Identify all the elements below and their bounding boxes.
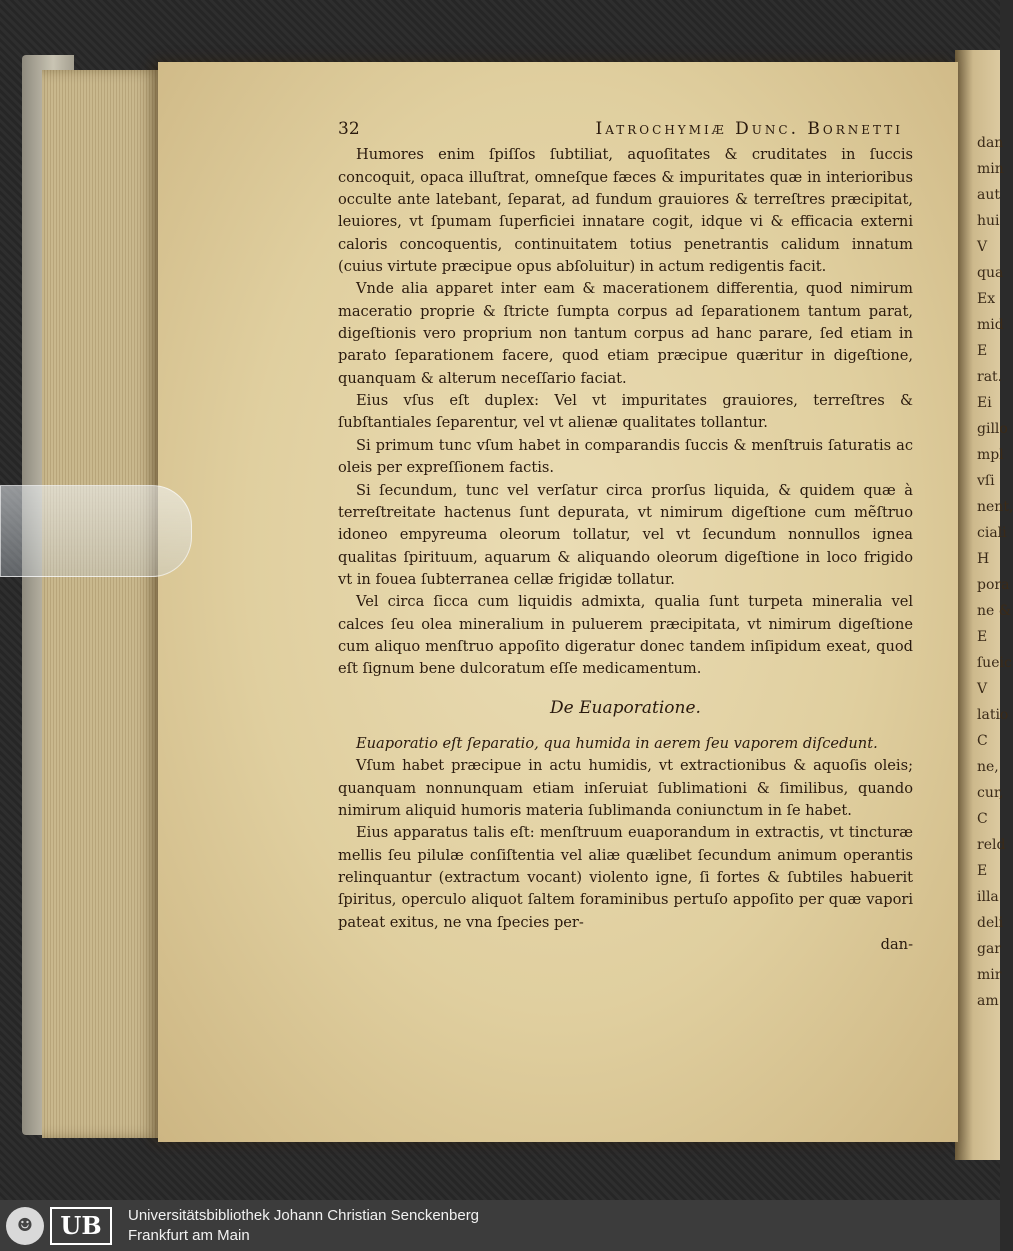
facing-page-fragment: ne, [977,759,999,775]
facing-page-fragment: E [977,629,988,645]
ub-logo: UB [50,1207,112,1245]
portrait-seal-icon: ☻ [6,1207,44,1245]
institution-name [128,1206,479,1246]
institution-line-1: Universitätsbibliothek Johann Christian Senckenberg [128,1206,480,1224]
page-text-block [338,118,913,956]
paragraph: Humores enim ſpiſſos ſubtiliat, aquoſitates & cruditates in ſuccis concoquit, opaca illuſtrat, omneſque fæces & impuritates quæ in interioribus occulte ante latebant, ſeparat, ad fundum grauiores & terreſtres præcipitat, leuiores, vt ſpumam ſuperficiei innatare cogit, idque vi & efficacia externi caloris concoquentis, continuitatem totius penetrantis calidum innatum (cuius virtute præcipue opus abſoluitur) in actum redigentis facit. [338,146,913,276]
facing-page-fragment: cur, [977,785,1004,801]
catchword: dan- [880,936,913,954]
facing-page-fragment: aut [977,187,1000,203]
facing-page-fragment: nent, [977,499,1013,515]
page-holder-strip [0,485,192,577]
facing-page-fragment: reld [977,837,1006,853]
facing-page-fragment: C [977,733,988,749]
facing-page-fragment: mpl [977,447,1004,463]
facing-page-fragment: ne & [977,603,1012,619]
page-edges [42,70,167,1138]
facing-page-fragment: gillo [977,421,1008,437]
facing-page-fragment: vſi [977,473,995,489]
library-logo [6,1205,118,1247]
facing-page-fragment: Ei [977,395,992,411]
facing-page-fragment: dan [977,135,1004,151]
running-head: Iatrochymiæ Dunc. Bornetti [595,119,903,139]
facing-page-fragment: deli [977,915,1004,931]
facing-page-fragment: V [977,681,988,697]
facing-page-fragment: ciali [977,525,1007,541]
facing-page-fragment: mir [977,967,1002,983]
facing-page-fragment: Ex [977,291,996,307]
facing-page-fragment: H [977,551,990,567]
definition-paragraph: Euaporatio eſt ſeparatio, qua humida in aerem ſeu vaporem diſcedunt. [356,734,878,752]
paragraph: Eius vſus eſt duplex: Vel vt impuritates grauiores, terreſtres & ſubſtantiales ſeparentur, vel vt alienæ qualitates tollantur. [338,392,913,432]
facing-page [955,50,1013,1160]
facing-page-fragment: E [977,863,988,879]
institution-line-2: Frankfurt am Main [128,1226,250,1244]
paragraph: Eius apparatus talis eſt: menſtruum euaporandum in extractis, vt tincturæ mellis ſeu pilulæ conſiſtentia vel aliæ quælibet ſecundum animum operantis relinquantur (extractum vocant) violento igne, ſi fortes & ſubtiles habuerit ſpiritus, operculo aliquot ſaltem foraminibus pertuſo appoſito per quæ vapori pateat exitus, ne vna ſpecies per- [338,824,913,931]
facing-page-fragment: rat. [977,369,1003,385]
facing-page-fragment: mid [977,317,1004,333]
paragraph: Vſum habet præcipue in actu humidis, vt extractionibus & aquoſis oleis; quanquam nonnunquam etiam inſeruiat ſublimationi & ſimilibus, quando nimirum aliquid humoris materia ſublimanda coniunctum in ſe habet. [338,757,913,819]
facing-page-fragment: C [977,811,988,827]
section-heading: De Euaporatione. [550,697,701,718]
facing-page-fragment: hui [977,213,1000,229]
facing-page-fragment: ſueic [977,655,1012,671]
facing-page-fragment: min [977,161,1004,177]
facing-page-fragment: illa [977,889,999,905]
facing-page-fragment: pora [977,577,1010,593]
page-number: 32 [338,119,360,139]
paragraph: Vel circa ſicca cum liquidis admixta, qualia ſunt turpeta mineralia vel calces ſeu olea mineralium in puluerem præcipitata, vt nimirum digeſtione cum aliquo menſtruo appoſito digeratur donec tandem inſipidum exeat, quod eſt ſignum bene dulcoratum eſſe medicamentum. [338,593,913,678]
library-footer [0,1200,1000,1251]
running-header [338,118,913,140]
facing-page-fragment: am [977,993,999,1009]
facing-page-fragment: V [977,239,988,255]
facing-page-fragment: E [977,343,988,359]
paragraph: Si ſecundum, tunc vel verſatur circa prorſus liquida, & quidem quæ à terreſtreitate hactenus ſunt depurata, vt nimirum digeſtione cum mẽſtruo idoneo empyreuma oleorum tollatur, vel vt ſecundum nonnullos ignea qualitas ſpirituum, aquarum & aliquando oleorum digeſtione in loco frigido vt in fouea ſubterranea cellæ frigidæ tollatur. [338,481,913,588]
facing-page-fragment: qua [977,265,1004,281]
paragraph: Vnde alia apparet inter eam & macerationem differentia, quod nimirum maceratio proprie & ſtricte ſumpta corpus ad ſeparationem tantum parat, digeſtionis vero proprium non tantum corpus ad hanc parare, ſed etiam in parato ſeparationem facere, quod etiam præcipue quæritur in digeſtione, quanquam & alterum neceſſario faciat. [338,280,913,387]
facing-page-fragment: latio [977,707,1009,723]
facing-page-fragment: gar [977,941,1002,957]
paragraph: Si primum tunc vſum habet in comparandis ſuccis & menſtruis ſaturatis ac oleis per expreſſionem factis. [338,436,913,477]
